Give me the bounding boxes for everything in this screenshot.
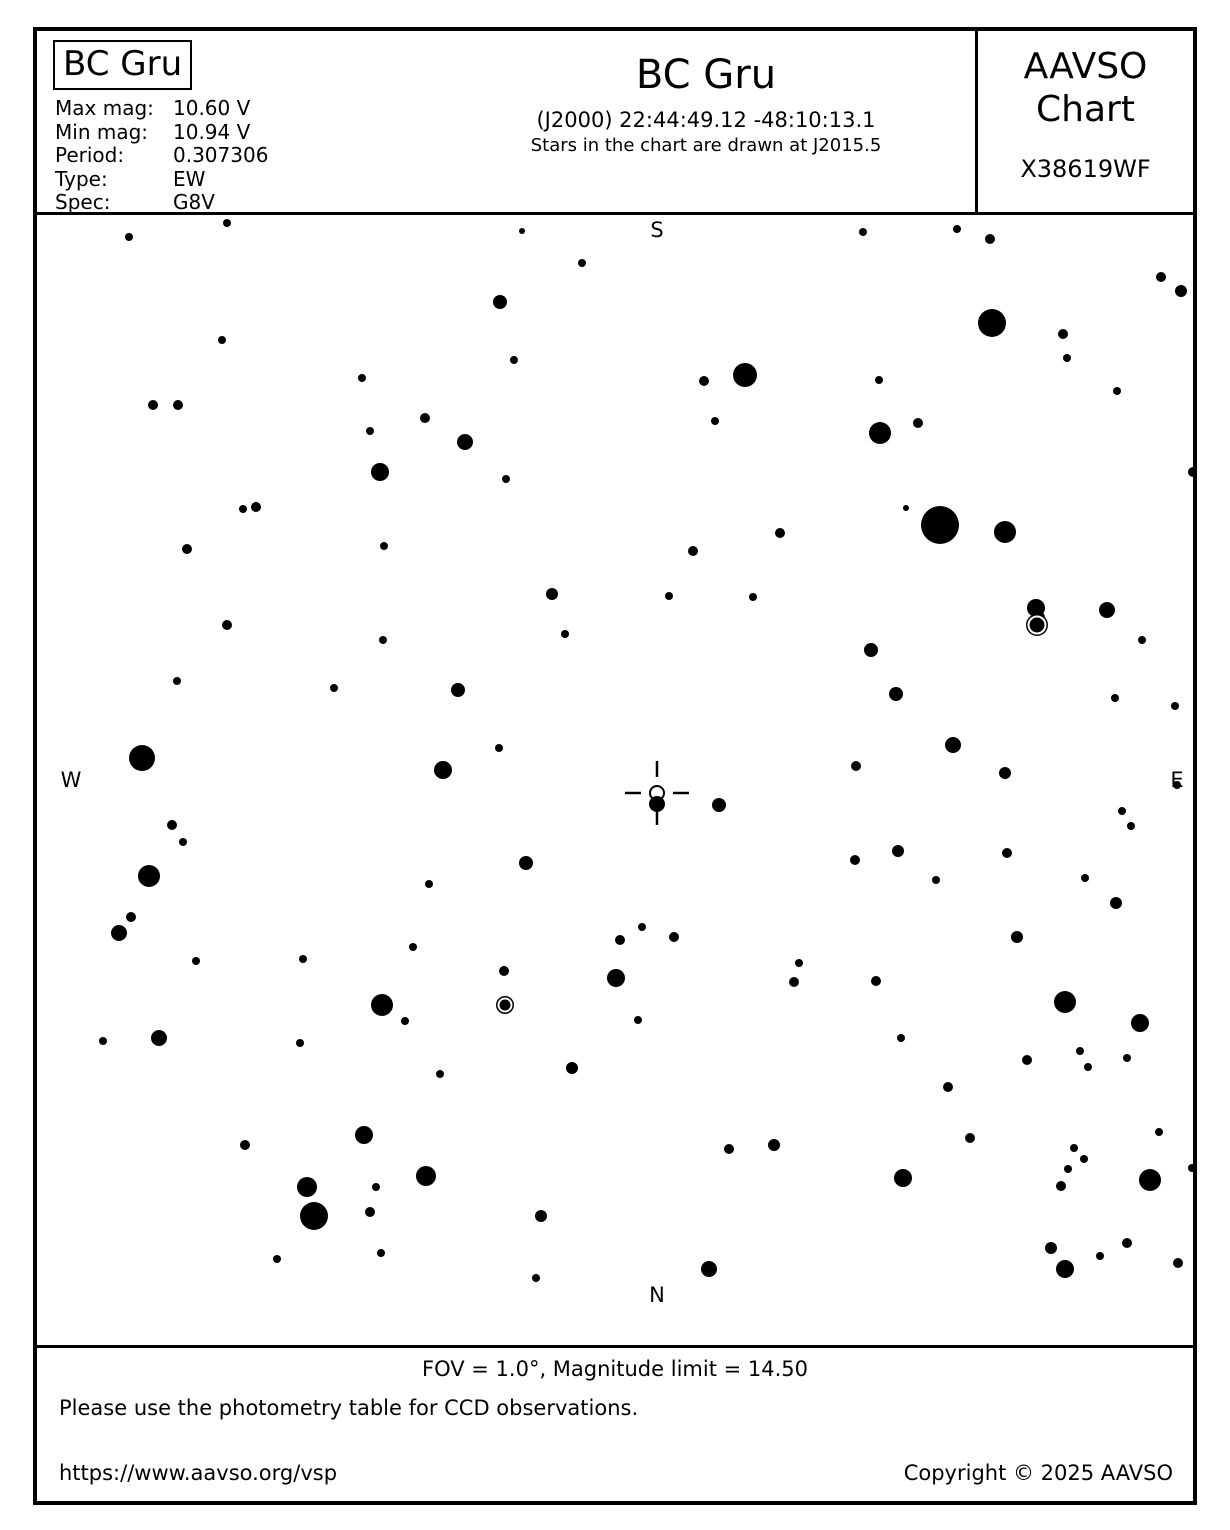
- star-dot: [182, 544, 192, 554]
- star-dot: [638, 923, 646, 931]
- star-dot: [894, 1169, 912, 1187]
- info-row-max-mag: [55, 97, 268, 121]
- star-dot: [371, 994, 393, 1016]
- star-field-svg: [37, 215, 1193, 1345]
- star-dot: [1070, 1144, 1078, 1152]
- star-chart-plot: [37, 215, 1193, 1348]
- star-dot: [953, 225, 961, 233]
- star-dot: [859, 228, 867, 236]
- star-dot: [379, 636, 387, 644]
- star-dot: [1080, 1155, 1088, 1163]
- star-dot: [1064, 1165, 1072, 1173]
- star-dot: [1045, 1242, 1057, 1254]
- star-dot: [451, 683, 465, 697]
- star-dot: [1175, 285, 1187, 297]
- star-dot: [1054, 991, 1076, 1013]
- star-dot: [1081, 874, 1089, 882]
- star-dot: [1155, 1128, 1163, 1136]
- star-dot: [420, 413, 430, 423]
- star-dot: [1056, 1260, 1074, 1278]
- info-label-type: Type:: [55, 166, 108, 191]
- star-dot: [1173, 1258, 1183, 1268]
- star-dot: [607, 969, 625, 987]
- star-dot: [892, 845, 904, 857]
- star-dot: [377, 1249, 385, 1257]
- aavso-logo-text: [978, 45, 1193, 131]
- star-dot: [1171, 702, 1179, 710]
- direction-label-south: S: [650, 218, 664, 242]
- star-dot: [519, 228, 525, 234]
- info-value-max-mag: 10.60 V: [173, 96, 251, 120]
- star-dot: [355, 1126, 373, 1144]
- star-dot: [218, 336, 226, 344]
- star-dot: [502, 475, 510, 483]
- star-dot: [1110, 897, 1122, 909]
- star-dot: [510, 356, 518, 364]
- star-dot: [1058, 329, 1068, 339]
- header-center-panel: [437, 31, 975, 212]
- star-dot: [615, 935, 625, 945]
- star-dot: [535, 1210, 547, 1222]
- star-dot: [1002, 848, 1012, 858]
- star-dot: [519, 856, 533, 870]
- star-dot: [192, 957, 200, 965]
- star-dot: [380, 542, 388, 550]
- star-dot: [493, 295, 507, 309]
- star-dot: [1188, 467, 1193, 477]
- star-dot: [416, 1166, 436, 1186]
- copyright-text: Copyright © 2025 AAVSO: [903, 1461, 1173, 1485]
- star-dot: [688, 546, 698, 556]
- star-dot: [296, 1039, 304, 1047]
- star-dot: [768, 1139, 780, 1151]
- star-dot: [932, 876, 940, 884]
- star-dot: [1063, 354, 1071, 362]
- star-dot: [532, 1274, 540, 1282]
- chart-id: X38619WF: [1020, 155, 1151, 183]
- chart-frame: [33, 27, 1197, 1505]
- star-dot: [99, 1037, 107, 1045]
- aavso-line-1: AAVSO: [1023, 46, 1148, 87]
- star-dot: [749, 593, 757, 601]
- info-value-spec: G8V: [173, 190, 215, 214]
- comparison-star-core: [1032, 620, 1043, 631]
- star-dot: [495, 744, 503, 752]
- star-dot: [111, 925, 127, 941]
- star-dot: [125, 233, 133, 241]
- star-dot: [634, 1016, 642, 1024]
- star-dot: [546, 588, 558, 600]
- star-dot: [945, 737, 961, 753]
- star-dot: [566, 1062, 578, 1074]
- star-dot: [401, 1017, 409, 1025]
- aavso-line-2: Chart: [1036, 89, 1135, 130]
- star-dot: [1156, 272, 1166, 282]
- star-dot: [409, 943, 417, 951]
- star-dot: [1096, 1252, 1104, 1260]
- star-dot: [701, 1261, 717, 1277]
- star-dot: [126, 912, 136, 922]
- star-dot: [1099, 602, 1115, 618]
- star-dot: [1123, 1054, 1131, 1062]
- star-dot: [795, 959, 803, 967]
- star-dot: [871, 976, 881, 986]
- star-dot: [1122, 1238, 1132, 1248]
- info-value-min-mag: 10.94 V: [173, 119, 251, 144]
- star-dot: [1113, 387, 1121, 395]
- page-title: BC Gru: [635, 52, 777, 98]
- star-dot: [1022, 1055, 1032, 1065]
- chart-header: [37, 31, 1193, 215]
- star-dot: [179, 838, 187, 846]
- star-dot: [167, 820, 177, 830]
- star-dot: [222, 620, 232, 630]
- star-dot: [1111, 694, 1119, 702]
- star-dot: [372, 1183, 380, 1191]
- star-dot: [889, 687, 903, 701]
- info-value-period: 0.307306: [173, 143, 269, 167]
- star-dot: [897, 1034, 905, 1042]
- star-dot: [913, 418, 923, 428]
- info-row-spec: [55, 191, 268, 215]
- star-dot: [561, 630, 569, 638]
- star-dot: [457, 434, 473, 450]
- star-dot: [578, 259, 586, 267]
- star-dot: [1188, 1164, 1193, 1172]
- star-dot: [1084, 1063, 1092, 1071]
- star-dot: [173, 400, 183, 410]
- star-dot: [789, 977, 799, 987]
- star-dot: [1056, 1181, 1066, 1191]
- comparison-star-core: [502, 1002, 509, 1009]
- star-dot: [850, 855, 860, 865]
- star-dot: [985, 234, 995, 244]
- star-dot: [358, 374, 366, 382]
- star-dot: [151, 1030, 167, 1046]
- star-dot: [240, 1140, 250, 1150]
- header-left-panel: [37, 31, 437, 212]
- star-dot: [239, 505, 247, 513]
- star-dot: [138, 865, 160, 887]
- chart-coordinates: (J2000) 22:44:49.12 -48:10:13.1: [536, 108, 876, 132]
- star-dot: [148, 400, 158, 410]
- vsp-url-link[interactable]: https://www.aavso.org/vsp: [59, 1461, 338, 1485]
- star-dot: [711, 417, 719, 425]
- star-name-badge: BC Gru: [53, 40, 192, 90]
- star-dot: [851, 761, 861, 771]
- star-dot: [1139, 1169, 1161, 1191]
- footer-bottom-row: [37, 1459, 1193, 1489]
- chart-footer: [37, 1348, 1193, 1501]
- star-dot: [366, 427, 374, 435]
- star-dot: [1118, 807, 1126, 815]
- star-dot: [665, 592, 673, 600]
- info-label-spec: Spec:: [55, 190, 111, 214]
- star-dot: [297, 1177, 317, 1197]
- star-dot: [300, 1202, 328, 1230]
- star-dot: [699, 376, 709, 386]
- star-dot: [129, 745, 155, 771]
- star-dot: [499, 966, 509, 976]
- star-dot: [994, 521, 1016, 543]
- direction-label-north: N: [649, 1283, 665, 1307]
- star-dot: [999, 767, 1011, 779]
- star-dot: [669, 932, 679, 942]
- star-dot: [273, 1255, 281, 1263]
- star-dot: [1127, 822, 1135, 830]
- info-label-min-mag: Min mag:: [55, 119, 149, 144]
- markers-layer: [496, 614, 1048, 1014]
- star-dot: [1011, 931, 1023, 943]
- info-row-type: [55, 168, 268, 192]
- star-dot: [712, 798, 726, 812]
- star-dot: [365, 1207, 375, 1217]
- star-dot: [875, 376, 883, 384]
- star-dot: [978, 309, 1006, 337]
- star-dot: [1138, 636, 1146, 644]
- info-row-min-mag: [55, 121, 268, 145]
- star-info-table: [55, 97, 268, 215]
- fov-line: FOV = 1.0°, Magnitude limit = 14.50: [422, 1357, 808, 1381]
- star-dot: [436, 1070, 444, 1078]
- info-label-period: Period:: [55, 143, 125, 167]
- star-dot: [434, 761, 452, 779]
- star-dot: [943, 1082, 953, 1092]
- star-dot: [251, 502, 261, 512]
- star-dot: [299, 955, 307, 963]
- info-label-max-mag: Max mag:: [55, 96, 154, 120]
- star-dot: [173, 677, 181, 685]
- info-value-type: EW: [173, 166, 206, 191]
- direction-labels: [61, 218, 1184, 1307]
- direction-label-east: E: [1170, 768, 1184, 792]
- star-dot: [921, 506, 959, 544]
- stars-layer: [99, 219, 1193, 1296]
- star-dot: [864, 643, 878, 657]
- star-dot: [869, 422, 891, 444]
- star-dot: [775, 528, 785, 538]
- star-dot: [1076, 1047, 1084, 1055]
- star-dot: [1131, 1014, 1149, 1032]
- star-dot: [425, 880, 433, 888]
- star-dot: [223, 219, 231, 227]
- star-dot: [903, 505, 909, 511]
- ccd-note: Please use the photometry table for CCD observations.: [59, 1396, 639, 1420]
- star-dot: [371, 463, 389, 481]
- info-row-period: [55, 144, 268, 168]
- star-dot: [724, 1144, 734, 1154]
- star-dot: [733, 363, 757, 387]
- star-dot: [330, 684, 338, 692]
- star-dot: [965, 1133, 975, 1143]
- direction-label-west: W: [60, 768, 82, 792]
- chart-epoch-note: Stars in the chart are drawn at J2015.5: [530, 135, 882, 156]
- header-right-panel: [975, 31, 1193, 212]
